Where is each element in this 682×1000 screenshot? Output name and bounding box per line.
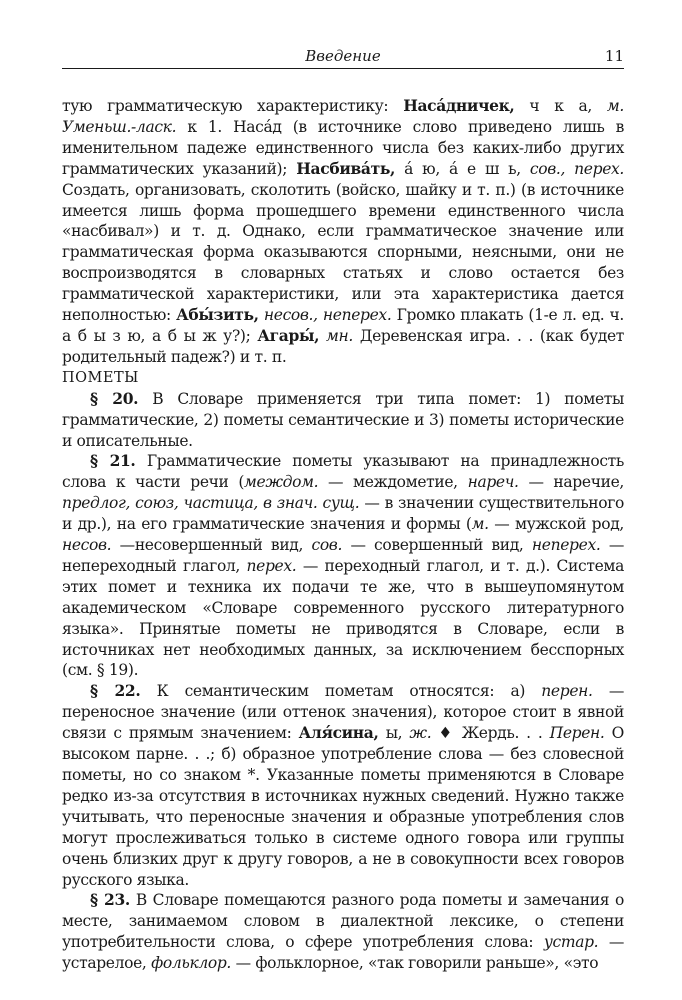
text-run: ч к а, xyxy=(514,97,607,115)
page-header xyxy=(62,46,624,69)
text-run: — наречие, xyxy=(518,473,624,492)
grammar-label: неперех. xyxy=(531,536,601,555)
grammar-label: м. Уменьш.-ласк. xyxy=(62,97,624,136)
text-run: — в значении существительного и др.), на его грамматические значения и формы ( xyxy=(62,494,624,534)
text-run: О высоком парне. . .; б) образное употребление слова — без словесной пометы, но со знаком *. Указанные пометы применяются в Словаре редко из-за отсутствия в источниках нужных сведений. Нужно также учитывать, что переносные значения и образные употребления слов могут прослеживаться только в системе одного говора или группы очень близких друг к другу говоров, а не в совокупности всех говоров русского языка. xyxy=(62,724,624,889)
text-run: тую грамматическую характеристику: xyxy=(62,97,404,115)
text-run: — непереходный глагол, xyxy=(62,536,624,575)
headword: Аля́сина, xyxy=(298,723,379,743)
grammar-label: сов., перех. xyxy=(529,159,624,178)
text-run: К семантическим пометам относятся: а) xyxy=(140,682,542,701)
grammar-label: перен. xyxy=(541,682,593,701)
text-run: Деревенская игра. . . (как будет родительный падеж?) и т. п. xyxy=(62,326,624,366)
section-number: § 23. xyxy=(90,890,130,910)
text-run: а́ ю, а́ е ш ь, xyxy=(395,159,530,178)
grammar-label: Перен. xyxy=(549,724,605,743)
headword: Наса́дничек, xyxy=(403,96,515,115)
section-number: § 21. xyxy=(90,451,136,471)
body-text xyxy=(62,96,624,974)
grammar-label: устар. xyxy=(543,933,599,952)
page-number: 11 xyxy=(604,47,624,65)
grammar-label: м. xyxy=(471,515,489,534)
grammar-label: фольклор. xyxy=(151,954,232,973)
text-run: — междометие, xyxy=(318,473,468,492)
running-title: Введение xyxy=(305,47,381,65)
text-run: Грамматические пометы указывают на принадлежность слова к части речи ( xyxy=(62,452,624,492)
text-run: — совершенный вид, xyxy=(342,536,532,555)
text-run: ♦ Жердь. . . xyxy=(431,724,550,743)
grammar-label: сов. xyxy=(311,536,343,555)
section-number: § 20. xyxy=(90,388,139,408)
text-run: к 1. Наса́д (в источнике слово приведено лишь в именительном падеже единственного числа без каких-либо других грамматических указаний); xyxy=(62,117,624,178)
text-run: Создать, организовать, сколотить (войско, шайку и т. п.) (в источнике имеется лишь форма прошедшего времени единственного числа «насбивал») и т. д. Однако, если грамматическое значение или грамматическая форма оказываются спорными, неясными, они не воспроизводятся в словарных статьях и слово остается без грамматической характеристики, или эта характеристика дается неполностью: xyxy=(62,180,624,325)
headword: Насбива́ть, xyxy=(296,158,396,178)
text-run: В Словаре помещаются разного рода пометы и замечания о месте, занимаемом словом в диалектной лексике, о степени употребительности слова, о сфере употребления слова: xyxy=(62,891,625,952)
paragraph-23 xyxy=(62,890,624,974)
paragraph-20 xyxy=(62,389,624,452)
text-run: — устарелое, xyxy=(62,933,624,973)
section-number: § 22. xyxy=(90,681,141,701)
intro-paragraph xyxy=(62,96,624,368)
text-run: — переходный глагол, и т. д.). Система этих помет и техника их подачи те же, что в вышеупомянутом академическом «Словаре современного русского литературного языка». Принятые пометы не приводятся в Словаре, если в источниках нет необходимых данных, за исключением бесспорных (см. § 19). xyxy=(62,556,625,680)
grammar-label: несов. xyxy=(62,536,112,555)
grammar-label: мн. xyxy=(326,326,353,345)
text-run: — мужской род, xyxy=(488,515,624,534)
headword: Агары́, xyxy=(257,325,320,345)
text-run: — фольклорное, «так говорили раньше», «это xyxy=(231,954,599,973)
grammar-label: ж. xyxy=(409,724,432,743)
text-run: —несовершенный вид, xyxy=(111,536,312,555)
section-title: ПОМЕТЫ xyxy=(62,369,139,386)
grammar-label: междом. xyxy=(244,473,319,492)
text-run: ы, xyxy=(378,724,410,743)
grammar-label: несов., неперех. xyxy=(263,306,392,325)
text-run: В Словаре применяется три типа помет: 1) пометы грамматические, 2) пометы семантические и 3) пометы исторические и описательные. xyxy=(62,389,624,450)
headword: Абы́зить, xyxy=(176,305,259,325)
text-run: — переносное значение (или оттенок значения), которое стоит в явной связи с прямым значением: xyxy=(62,682,625,743)
paragraph-22 xyxy=(62,681,624,890)
text-run: Громко плакать (1-е л. ед. ч. а б ы з ю, а б ы ж у?); xyxy=(62,306,624,345)
grammar-label: нареч. xyxy=(467,473,519,492)
grammar-label: перех. xyxy=(246,556,297,575)
paragraph-21 xyxy=(62,451,624,681)
grammar-label: предлог, союз, частица, в знач. сущ. xyxy=(62,494,360,513)
